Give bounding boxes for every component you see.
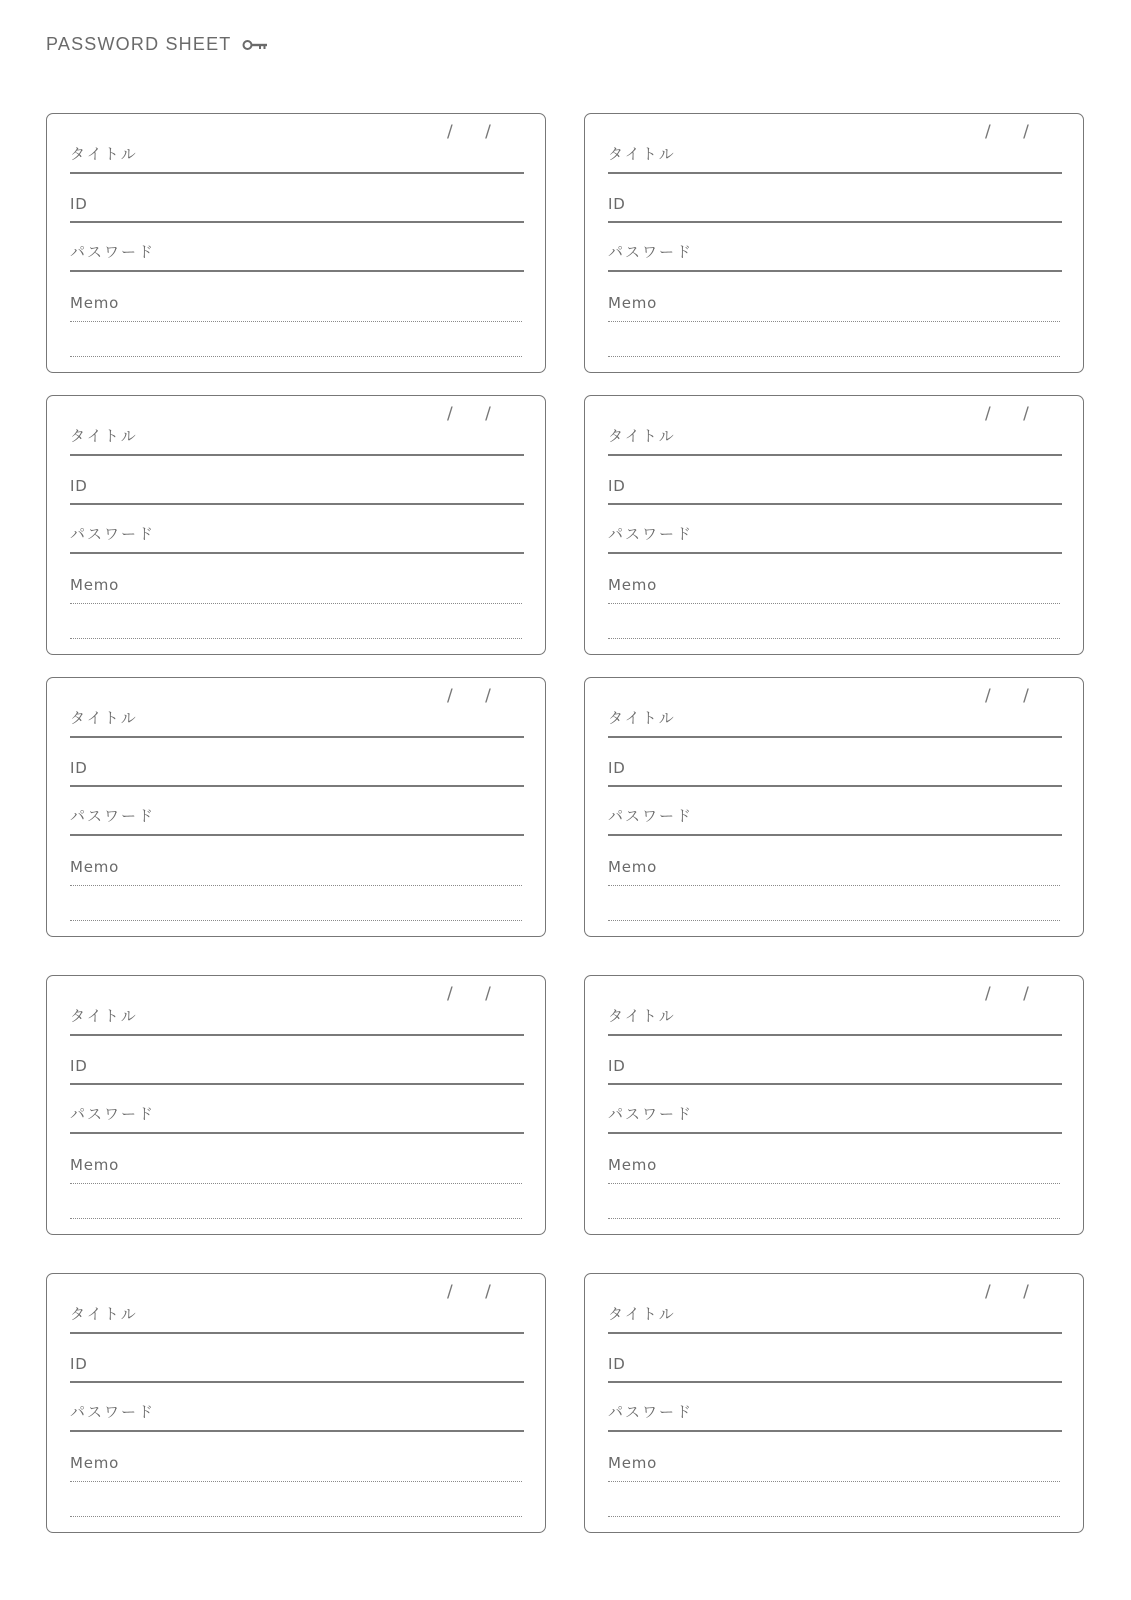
memo-line-2[interactable] (608, 638, 1060, 639)
title-field[interactable] (608, 126, 1062, 174)
password-line (608, 1430, 1062, 1432)
title-field[interactable] (70, 126, 524, 174)
key-icon (242, 39, 268, 51)
id-label: ID (70, 759, 88, 777)
id-field[interactable] (70, 457, 524, 505)
password-card (584, 395, 1084, 655)
memo-label: Memo (608, 1156, 658, 1174)
title-line (608, 736, 1062, 738)
title-line (608, 1034, 1062, 1036)
id-line (608, 1083, 1062, 1085)
memo-label: Memo (70, 294, 120, 312)
title-line (70, 1332, 524, 1334)
password-line (70, 1132, 524, 1134)
password-line (608, 270, 1062, 272)
title-label: タイトル (70, 1007, 138, 1025)
title-line (70, 736, 524, 738)
id-label: ID (70, 1355, 88, 1373)
memo-field[interactable] (70, 838, 524, 886)
password-field[interactable] (608, 224, 1062, 272)
password-line (608, 552, 1062, 554)
date-field[interactable]: / / (985, 686, 1029, 706)
password-field[interactable] (70, 506, 524, 554)
date-field[interactable]: / / (447, 686, 491, 706)
id-label: ID (608, 759, 626, 777)
id-label: ID (608, 1057, 626, 1075)
title-label: タイトル (608, 1305, 676, 1323)
memo-line-1 (70, 885, 522, 886)
title-field[interactable] (608, 408, 1062, 456)
password-line (70, 552, 524, 554)
title-line (70, 454, 524, 456)
memo-label: Memo (70, 1156, 120, 1174)
id-label: ID (70, 477, 88, 495)
id-field[interactable] (608, 1335, 1062, 1383)
password-label: パスワード (70, 525, 156, 543)
memo-label: Memo (608, 858, 658, 876)
memo-line-2[interactable] (608, 1218, 1060, 1219)
password-field[interactable] (608, 1384, 1062, 1432)
id-field[interactable] (608, 739, 1062, 787)
title-label: タイトル (608, 709, 676, 727)
id-line (608, 503, 1062, 505)
memo-line-1 (608, 603, 1060, 604)
date-field[interactable]: / / (447, 404, 491, 424)
memo-label: Memo (70, 858, 120, 876)
id-label: ID (608, 195, 626, 213)
title-field[interactable] (70, 1286, 524, 1334)
password-field[interactable] (608, 506, 1062, 554)
memo-label: Memo (608, 576, 658, 594)
password-label: パスワード (70, 1105, 156, 1123)
title-line (70, 172, 524, 174)
date-field[interactable]: / / (447, 122, 491, 142)
id-line (70, 221, 524, 223)
id-line (608, 221, 1062, 223)
password-card (584, 1273, 1084, 1533)
id-label: ID (608, 1355, 626, 1373)
password-line (70, 270, 524, 272)
id-line (608, 785, 1062, 787)
password-label: パスワード (608, 807, 694, 825)
password-card (46, 113, 546, 373)
title-field[interactable] (608, 1286, 1062, 1334)
page-header (46, 34, 268, 55)
memo-line-1 (608, 1481, 1060, 1482)
memo-line-1 (608, 321, 1060, 322)
title-label: タイトル (608, 145, 676, 163)
password-card (46, 975, 546, 1235)
memo-line-1 (70, 1183, 522, 1184)
memo-line-1 (70, 603, 522, 604)
id-line (608, 1381, 1062, 1383)
password-line (608, 834, 1062, 836)
id-field[interactable] (70, 739, 524, 787)
memo-label: Memo (608, 1454, 658, 1472)
password-card (584, 113, 1084, 373)
title-field[interactable] (70, 988, 524, 1036)
memo-line-2[interactable] (70, 1516, 522, 1517)
password-field[interactable] (70, 788, 524, 836)
id-field[interactable] (608, 1037, 1062, 1085)
password-field[interactable] (70, 1384, 524, 1432)
memo-field[interactable] (608, 274, 1062, 322)
memo-field[interactable] (608, 838, 1062, 886)
date-field[interactable]: / / (985, 122, 1029, 142)
password-field[interactable] (608, 1086, 1062, 1134)
date-field[interactable]: / / (447, 1282, 491, 1302)
password-label: パスワード (70, 807, 156, 825)
memo-field[interactable] (70, 556, 524, 604)
password-label: パスワード (608, 525, 694, 543)
title-label: タイトル (70, 427, 138, 445)
password-line (70, 834, 524, 836)
memo-label: Memo (70, 576, 120, 594)
id-field[interactable] (608, 175, 1062, 223)
page-title: PASSWORD SHEET (46, 34, 232, 54)
id-line (70, 1083, 524, 1085)
date-field[interactable]: / / (985, 984, 1029, 1004)
password-label: パスワード (70, 243, 156, 261)
memo-label: Memo (608, 294, 658, 312)
password-label: パスワード (608, 243, 694, 261)
title-line (70, 1034, 524, 1036)
id-field[interactable] (70, 1335, 524, 1383)
id-field[interactable] (70, 175, 524, 223)
title-field[interactable] (608, 690, 1062, 738)
id-label: ID (70, 1057, 88, 1075)
memo-line-2[interactable] (70, 1218, 522, 1219)
memo-field[interactable] (608, 1136, 1062, 1184)
title-label: タイトル (70, 709, 138, 727)
memo-line-2[interactable] (608, 920, 1060, 921)
title-field[interactable] (70, 408, 524, 456)
id-line (70, 1381, 524, 1383)
password-line (608, 1132, 1062, 1134)
memo-field[interactable] (70, 274, 524, 322)
date-field[interactable]: / / (985, 404, 1029, 424)
memo-line-1 (70, 1481, 522, 1482)
id-line (70, 785, 524, 787)
memo-field[interactable] (70, 1136, 524, 1184)
password-card (46, 395, 546, 655)
memo-line-2[interactable] (608, 356, 1060, 357)
memo-field[interactable] (608, 556, 1062, 604)
password-field[interactable] (70, 1086, 524, 1134)
title-line (608, 454, 1062, 456)
title-field[interactable] (608, 988, 1062, 1036)
memo-line-1 (608, 1183, 1060, 1184)
id-label: ID (608, 477, 626, 495)
password-label: パスワード (608, 1105, 694, 1123)
memo-line-2[interactable] (70, 638, 522, 639)
title-label: タイトル (70, 145, 138, 163)
memo-line-1 (70, 321, 522, 322)
password-card (46, 677, 546, 937)
title-label: タイトル (70, 1305, 138, 1323)
title-field[interactable] (70, 690, 524, 738)
password-label: パスワード (70, 1403, 156, 1421)
title-line (608, 1332, 1062, 1334)
memo-line-2[interactable] (70, 920, 522, 921)
id-label: ID (70, 195, 88, 213)
password-card (46, 1273, 546, 1533)
id-line (70, 503, 524, 505)
id-field[interactable] (608, 457, 1062, 505)
password-label: パスワード (608, 1403, 694, 1421)
title-label: タイトル (608, 1007, 676, 1025)
memo-line-2[interactable] (608, 1516, 1060, 1517)
title-line (608, 172, 1062, 174)
memo-label: Memo (70, 1454, 120, 1472)
password-card (584, 975, 1084, 1235)
date-field[interactable]: / / (447, 984, 491, 1004)
password-field[interactable] (608, 788, 1062, 836)
title-label: タイトル (608, 427, 676, 445)
memo-line-1 (608, 885, 1060, 886)
date-field[interactable]: / / (985, 1282, 1029, 1302)
memo-field[interactable] (70, 1434, 524, 1482)
memo-field[interactable] (608, 1434, 1062, 1482)
password-field[interactable] (70, 224, 524, 272)
memo-line-2[interactable] (70, 356, 522, 357)
password-line (70, 1430, 524, 1432)
id-field[interactable] (70, 1037, 524, 1085)
password-card (584, 677, 1084, 937)
